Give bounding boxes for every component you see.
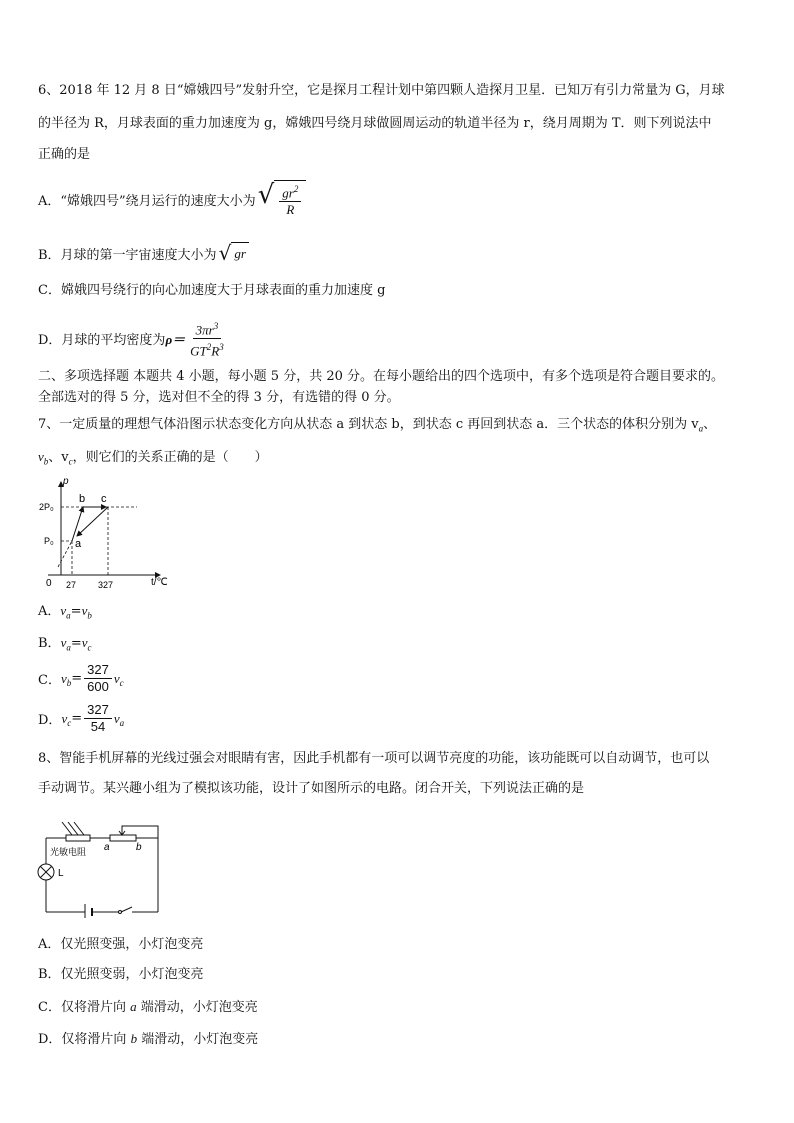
q7-option-c-num: 327 — [84, 662, 112, 679]
q7-graph-extension-line — [58, 541, 72, 567]
lamp-label: L — [58, 868, 64, 879]
q7-stem-sub-a: a — [698, 423, 704, 434]
q7-option-d-v2: v — [113, 710, 120, 726]
q7-option-a-prefix: A． — [38, 604, 61, 619]
q7-option-b-eq: = — [70, 636, 82, 651]
q7-graph-point-b: b — [79, 493, 86, 505]
q7-option-a — [38, 602, 92, 625]
q8-option-c-end: a — [130, 999, 137, 1014]
q6-option-b-expr: gr — [231, 242, 249, 264]
q8-option-c-post: 端滑动，小灯泡变亮 — [136, 1000, 258, 1015]
q7-option-b-v2: v — [81, 635, 88, 650]
q6-stem-line-3: 正确的是 — [38, 147, 91, 162]
q7-option-b-v1: v — [60, 635, 67, 650]
q6-stem-line-2: 的半径为 R，月球表面的重力加速度为 g，嫦娥四号绕月球做圆周运动的轨道半径为 r，绕月周期为 T．则下列说法中 — [38, 116, 712, 131]
q7-option-d-prefix: D． — [38, 713, 62, 728]
q6-option-a-num-sup: 2 — [293, 184, 299, 194]
q7-stem-sub-c: c — [68, 456, 73, 467]
q7-graph-tick-327: 327 — [98, 580, 114, 590]
q7-option-d-s2: a — [119, 717, 125, 728]
q7-option-c-s2: c — [119, 677, 124, 688]
q7-stem-line-1-text: 7、一定质量的理想气体沿图示状态变化方向从状态 a 到状态 b，到状态 c 再回到状态 a．三个状态的体积分别为 v — [38, 417, 699, 432]
q8-stem-line-1: 8、智能手机屏幕的光线过强会对眼睛有害，因此手机都有一项可以调节亮度的功能，该功能既可以自动调节，也可以 — [38, 751, 710, 766]
q7-option-d-v1: v — [61, 710, 68, 726]
q7-option-d-s1: c — [67, 717, 72, 728]
q7-graph-2p0-label: 2P₀ — [39, 502, 54, 512]
q7-option-b-s1: a — [66, 642, 71, 653]
q7-option-d-eq: = — [71, 711, 83, 726]
q6-option-d-num: 3πr — [195, 322, 214, 338]
q7-graph-tick-27: 27 — [66, 580, 77, 590]
q7-stem-line-2 — [38, 448, 268, 471]
q7-graph-t-label: t/℃ — [151, 577, 168, 588]
q6-option-a — [38, 180, 306, 218]
q6-option-a-den: R — [286, 202, 295, 218]
q7-graph-point-a: a — [75, 538, 82, 550]
q6-option-d-den-1: GT — [190, 343, 207, 359]
q6-option-a-num: gr — [282, 185, 294, 201]
q7-option-d-num: 327 — [84, 702, 112, 719]
q7-graph-p0-label: P₀ — [44, 536, 54, 546]
q7-option-d-den: 54 — [90, 719, 106, 734]
q6-option-a-sqrt: √ $\frac{gr^2}{R}$ — [258, 180, 307, 218]
q7-option-a-v1: v — [60, 603, 67, 618]
q6-option-d — [38, 318, 229, 360]
q7-option-c-prefix: C． — [38, 673, 61, 688]
q7-option-c-eq: = — [71, 671, 83, 686]
q7-option-c-s1: b — [66, 677, 72, 688]
q8-option-d-pre: D．仅将滑片向 — [38, 1032, 131, 1047]
q6-option-b-text: B．月球的第一宇宙速度大小为 — [38, 247, 217, 263]
q6-option-a-text: A．“嫦娥四号”绕月运行的速度大小为 — [38, 193, 256, 209]
q6-option-c: C．嫦娥四号绕行的向心加速度大于月球表面的重力加速度 g — [38, 283, 386, 298]
section-2-header-line-2: 全部选对的得 5 分，选对但不全的得 3 分，有选错的得 0 分。 — [38, 390, 400, 405]
q8-stem-line-2: 手动调节。某兴趣小组为了模拟该功能，设计了如图所示的电路。闭合开关，下列说法正确的是 — [38, 781, 585, 796]
q7-option-a-eq: = — [70, 604, 82, 619]
q7-option-a-v2: v — [81, 603, 88, 618]
q7-graph-tick-0: 0 — [46, 578, 52, 589]
q8-option-c-pre: C．仅将滑片向 — [38, 1000, 131, 1015]
q6-option-d-text: D．月球的平均密度为 — [38, 333, 166, 349]
q7-stem-line-2-end: ，则它们的关系正确的是（ ） — [72, 450, 268, 465]
q7-option-b-s2: c — [87, 642, 92, 653]
q6-option-b — [38, 242, 249, 264]
q6-stem-line-1: 6、2018 年 12 月 8 日“嫦娥四号”发射升空，它是探月工程计划中第四颗人造探月卫星．已知万有引力常量为 G，月球 — [38, 83, 725, 98]
photoresistor-symbol — [66, 835, 90, 841]
q6-option-d-num-sup: 3 — [213, 321, 219, 331]
q6-option-d-den-sup-2: 3 — [219, 342, 224, 353]
light-rays — [62, 822, 84, 835]
q7-graph-p-label: p — [63, 476, 69, 487]
q8-option-d-post: 端滑动，小灯泡变亮 — [137, 1032, 259, 1047]
rheostat-slider — [122, 826, 158, 838]
q7-option-b-prefix: B． — [38, 636, 61, 651]
photoresistor-label: 光敏电阻 — [50, 847, 87, 857]
q7-option-a-s2: b — [87, 610, 92, 621]
section-2-header-line-1: 二、多项选择题 本题共 4 小题，每小题 5 分，共 20 分。在每小题给出的四个选项中，有多个选项是符合题目要求的。 — [38, 369, 725, 384]
q7-stem-line-1-end: 、 — [703, 417, 717, 432]
q7-pt-graph — [30, 474, 180, 592]
rheostat-end-b: b — [136, 842, 142, 853]
q7-option-a-s1: a — [66, 610, 71, 621]
q7-stem-v-b: v — [38, 449, 44, 464]
q8-option-a: A．仅光照变强，小灯泡变亮 — [38, 937, 204, 952]
q8-option-c — [38, 998, 258, 1017]
q8-circuit-diagram — [36, 818, 166, 918]
rheostat-symbol — [110, 835, 136, 841]
q7-option-c-den: 600 — [87, 679, 109, 694]
q8-option-b: B．仅光照变弱，小灯泡变亮 — [38, 967, 204, 982]
q6-option-b-sqrt: √ gr — [219, 242, 249, 264]
q7-option-d — [38, 702, 124, 735]
q6-option-d-den-2: R — [211, 343, 220, 359]
q7-option-c-v2: v — [113, 670, 120, 686]
q7-stem-sep: 、v — [48, 450, 69, 465]
q7-stem-sub-b: b — [43, 456, 49, 467]
q8-option-d — [38, 1030, 258, 1049]
q8-option-d-end: b — [130, 1031, 138, 1046]
q6-option-d-rho: ρ＝ — [165, 332, 186, 348]
q7-option-c-v1: v — [60, 670, 67, 686]
q6-option-d-den-sup-1: 2 — [206, 342, 212, 353]
q7-option-b — [38, 634, 92, 657]
q7-option-c — [38, 662, 124, 695]
rheostat-end-a: a — [104, 842, 110, 853]
q7-stem-line-1 — [38, 416, 716, 438]
q7-graph-point-c: c — [101, 493, 107, 505]
